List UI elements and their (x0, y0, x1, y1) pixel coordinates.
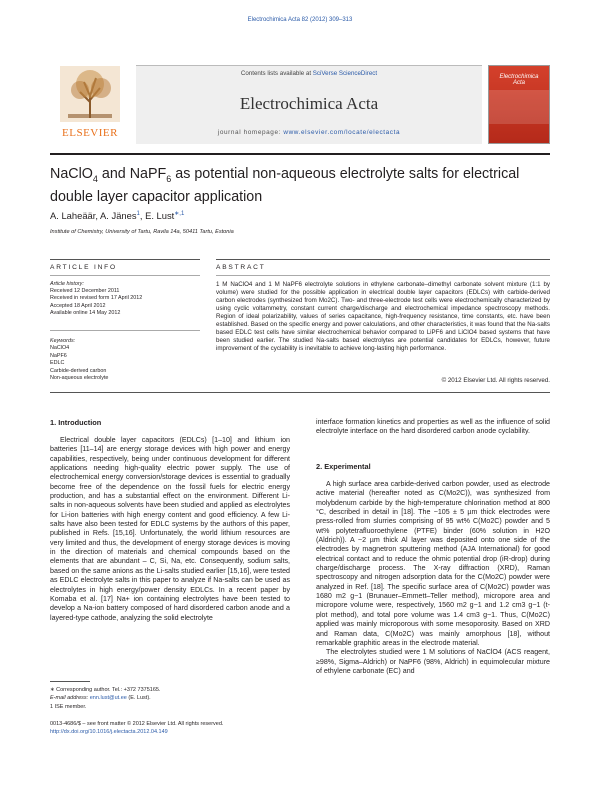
issn-block (50, 721, 350, 736)
email-note: E-mail address: enn.lust@ut.ee (E. Lust). (50, 695, 151, 702)
article-info-rule (50, 259, 200, 260)
homepage-line (136, 129, 482, 136)
intro-body (50, 436, 290, 623)
keywords-label: Keywords: (50, 338, 76, 344)
doi-link[interactable]: http://dx.doi.org/10.1016/j.electacta.2012.04.149 (50, 728, 168, 735)
experimental-paragraph-1: A high surface area carbide-derived carbon powder, used as electrode active material (hereafter noted as C(Mo2C)), was synthesized from molybdenum carbide by the high-temperature chlorination method at 800 °C, described in detail in [18]. The ~105 ± 5 µm thick electrodes were press-rolled from slurries comprising of 95 wt% C(Mo2C) powder and 5 wt% polytetrafluoroethylene (PTFE) binder (60% solution in H2O (Aldrich)). A ~2 µm thick Al layer was deposited onto one side of the electrodes by magnetron sputtering method (AJA International) for good electrical contact and to reduce the ohmic potential drop (iR-drop) during charge/discharge process. The X-ray diffraction (XRD), Raman spectroscopy and nitrogen adsorption data for the C(Mo2C) powder were analyzed in Ref. [18]. The specific surface area of C(Mo2C) powder was 1680 m2 g−1 (Brunauer–Emmett–Teller method), micropore area and micropore volume were, respectively, 1560 m2 g−1 and 1.2 cm3 g−1 (t-plot method), and total pore volume was 1.4 cm3 g−1. Thus, C(Mo2C) applied was mainly microporous with some mesoporosity. Based on XRD and Raman data, C(Mo2C) was mainly amorphous [18], without remarkable graphitic areas in the electrode material. (316, 480, 550, 647)
publisher-logo (50, 66, 130, 140)
sciencedirect-link[interactable]: SciVerse ScienceDirect (312, 70, 378, 77)
keywords (50, 338, 200, 382)
masthead-box (136, 65, 482, 144)
abstract-heading: ABSTRACT (216, 264, 266, 271)
experimental-paragraph-2: The electrolytes studied were 1 M solutions of NaClO4 (ACS reagent, ≥98%, Sigma–Aldrich) or NaPF6 (98%, Aldrich) in equimolecular mixture of ethylene carbonate (EC) and (316, 648, 550, 675)
keyword-item: Non-aqueous electrolyte (50, 375, 109, 382)
elsevier-tree-icon (60, 66, 120, 122)
front-matter-bottom-rule (50, 392, 550, 393)
keywords-divider (50, 330, 200, 331)
contents-prefix: Contents lists available at (240, 70, 313, 77)
footnotes (50, 686, 290, 711)
right-column-continuation: interface formation kinetics and properties as well as the influence of solid electrolyte interface on the hard disordered carbon anode cyclability. (316, 418, 550, 436)
footnote-rule (50, 681, 90, 682)
homepage-prefix: journal homepage: (217, 129, 284, 136)
journal-reference[interactable]: Electrochimica Acta 82 (2012) 309–313 (247, 17, 353, 23)
journal-cover-image (488, 65, 550, 144)
abstract-rule (216, 259, 550, 260)
article-title: NaClO$_4$ and NaPF$_6$ as potential non-aqueous electrolyte salts for electrical double layer capacitor application (50, 166, 520, 206)
history-item: Available online 14 May 2012 (50, 309, 121, 316)
publisher-name: ELSEVIER (62, 127, 118, 139)
intro-heading: 1. Introduction (50, 418, 102, 427)
article-history (50, 281, 200, 317)
experimental-heading: 2. Experimental (316, 462, 371, 471)
article-info-heading: ARTICLE INFO (50, 264, 117, 271)
contents-line (136, 70, 482, 77)
copyright: © 2012 Elsevier Ltd. All rights reserved. (441, 377, 550, 384)
abstract-text: 1 M NaClO4 and 1 M NaPF6 electrolyte solutions in ethylene carbonate–dimethyl carbonate solvent mixture (1:1 by volume) were studied for the possible application in electrical double layer capacitors (EDLCs) with carbide-derived carbon electrodes (synthesized from Mo2C). Two- and three-electrode test cells were electrochemically characterized by using cyclic voltammetry, constant current charge/discharge and electrochemical impedance spectroscopy methods. Region of ideal polarizability, values of series capacitance, high-frequency resistance, time constants, etc. have been established. Based on the specific energy and power calculations, and other characteristics, it was found that the Na-salts based EDLC test cells have similar electrochemical behavior compared to LiPF6 and LiClO4 based systems that have been studied earlier. The studied Na-salts based electrolytes are potential candidates for EDLCs, however, future improvement of the cyclability is inevitable to achieve long-lasting high performance. (216, 281, 550, 352)
member-note: 1 ISE member. (50, 703, 87, 710)
history-item: Received 12 December 2011 (50, 288, 120, 295)
author-names[interactable]: A. Laheäär, A. Jänes (50, 210, 137, 222)
history-label: Article history: (50, 281, 84, 287)
masthead (50, 28, 550, 144)
homepage-link[interactable]: www.elsevier.com/locate/electacta (283, 129, 401, 136)
keyword-item: NaClO4 (50, 345, 70, 352)
keyword-item: NaPF6 (50, 352, 67, 359)
masthead-divider (50, 153, 550, 155)
article-info-subrule (50, 275, 200, 276)
email-link[interactable]: enn.lust@ut.ee (89, 695, 127, 702)
abstract-subrule (216, 275, 550, 276)
history-item: Received in revised form 17 April 2012 (50, 295, 143, 302)
corresponding-author-note: ∗ Corresponding author. Tel.: +372 7375165. (50, 687, 161, 693)
history-item: Accepted 18 April 2012 (50, 302, 106, 309)
keyword-item: EDLC (50, 360, 65, 367)
author-lust[interactable]: , E. Lust (139, 210, 175, 222)
affiliation: Institute of Chemistry, University of Tartu, Ravila 14a, 50411 Tartu, Estonia (50, 229, 234, 235)
keyword-item: Carbide-derived carbon (50, 367, 107, 374)
experimental-body (316, 480, 550, 676)
journal-title: Electrochimica Acta (239, 94, 379, 113)
authors: A. Laheäär, A. Jänes$^1$, E. Lust$^{∗,1}$ (50, 210, 185, 222)
issn-line: 0013-4686/$ – see front matter © 2012 Elsevier Ltd. All rights reserved. (50, 721, 224, 727)
intro-paragraph: Electrical double layer capacitors (EDLCs) [1–10] and lithium ion batteries [11–14] are energy storage devices with high power and energy capabilities, respectively, being under continuous development for different applications needing high-quality electric power supply. The use of electrochemical energy conversion/storage devices is essential to gradually become free of the dependence on the fossil fuels for electric energy production, and has a substantial effect on the environment. Different Li-salts in non-aqueous solvents have been studied and applied as electrolytes for Li-ion batteries with high energy content and good efficiency. A few Li-salts have also been tested for EDLC systems by the authors of this paper, published in Refs. [15,16]. Unfortunately, the world lithium resources are very limited and thus, the development of energy storage devices is moving in the direction of materials and chemical compounds based on the elements that are abundant – C, Si, Na, etc. Consequently, sodium salts, based on the same anions as the Li-salts studied earlier [15,16], were tested as EDLC electrolyte salts in this paper to analyze if Na-salts can be used as electrolytes in high energy/power density EDLCs. In a recent paper by Komaba et al. [17] Na+ ion containing electrolytes have been tested to develop a Na-ion battery composed of hard disordered carbon anode and a layered-type cathode, analyzing the solid electrolyte (50, 436, 290, 622)
cover-band (489, 90, 549, 124)
cover-title: Electrochimica Acta (499, 74, 539, 86)
